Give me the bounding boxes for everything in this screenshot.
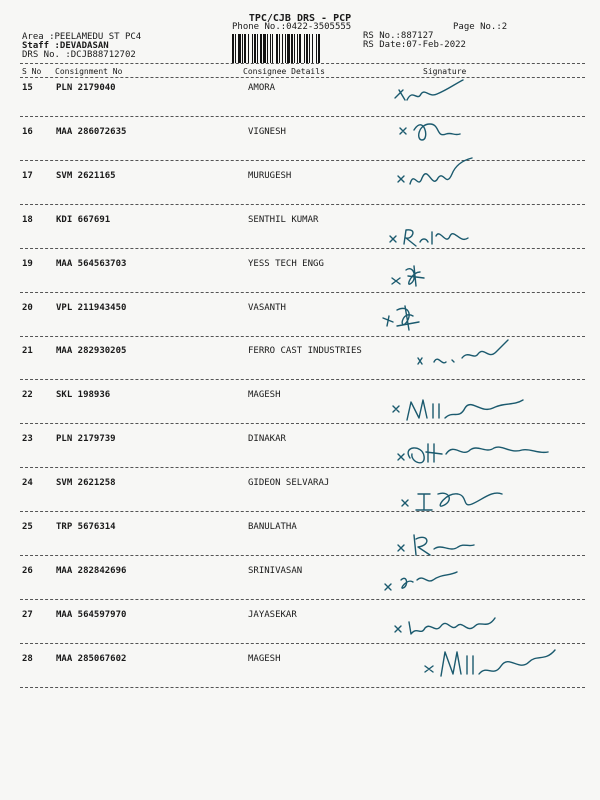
signature-drawing xyxy=(418,346,578,390)
row-sno: 17 xyxy=(22,171,33,181)
row-consignment-no: MAA 286072635 xyxy=(56,127,127,137)
rs-number: RS No.:887127 xyxy=(363,31,434,41)
row-sno: 23 xyxy=(22,434,33,444)
signature-drawing xyxy=(385,570,545,614)
header-divider-top xyxy=(20,63,585,64)
signature-drawing xyxy=(398,170,558,214)
barcode-bar xyxy=(320,34,322,63)
row-sno: 18 xyxy=(22,215,33,225)
area-label: Area :PEELAMEDU ST PC4 xyxy=(22,32,142,42)
row-consignment-no: TRP 5676314 xyxy=(56,522,116,532)
row-sno: 25 xyxy=(22,522,33,532)
row-consignee: MAGESH xyxy=(248,654,281,664)
row-sno: 21 xyxy=(22,346,33,356)
row-sno: 27 xyxy=(22,610,33,620)
col-signature: Signature xyxy=(423,67,467,76)
row-consignment-no: MAA 564597970 xyxy=(56,610,127,620)
signature-drawing xyxy=(392,266,552,310)
row-sno: 22 xyxy=(22,390,33,400)
row-consignment-no: SVM 2621258 xyxy=(56,478,116,488)
row-consignee: JAYASEKAR xyxy=(248,610,297,620)
row-consignee: GIDEON SELVARAJ xyxy=(248,478,330,488)
row-consignment-no: MAA 285067602 xyxy=(56,654,127,664)
row-consignee: SRINIVASAN xyxy=(248,566,303,576)
signature-drawing xyxy=(400,120,560,164)
row-consignee: DINAKAR xyxy=(248,434,286,444)
barcode xyxy=(232,34,356,63)
row-consignment-no: MAA 564563703 xyxy=(56,259,127,269)
rs-date: RS Date:07-Feb-2022 xyxy=(363,40,466,50)
row-consignee: VASANTH xyxy=(248,303,286,313)
row-sno: 26 xyxy=(22,566,33,576)
phone-number: Phone No.:0422-3505555 xyxy=(232,22,352,32)
row-consignee: VIGNESH xyxy=(248,127,286,137)
row-consignee: SENTHIL KUMAR xyxy=(248,215,319,225)
row-sno: 20 xyxy=(22,303,33,313)
signature-drawing xyxy=(393,400,553,444)
row-consignment-no: KDI 667691 xyxy=(56,215,111,225)
row-consignment-no: MAA 282842696 xyxy=(56,566,127,576)
row-sno: 16 xyxy=(22,127,33,137)
signature-drawing xyxy=(425,652,585,696)
row-sno: 15 xyxy=(22,83,33,93)
row-consignee: AMORA xyxy=(248,83,276,93)
row-consignee: MURUGESH xyxy=(248,171,292,181)
header-divider-bottom xyxy=(20,77,585,78)
row-consignment-no: SKL 198936 xyxy=(56,390,111,400)
row-consignment-no: SVM 2621165 xyxy=(56,171,116,181)
row-consignment-no: PLN 2179739 xyxy=(56,434,116,444)
row-consignee: FERRO CAST INDUSTRIES xyxy=(248,346,362,356)
drs-number: DRS No. :DCJB88712702 xyxy=(22,50,136,60)
row-consignment-no: MAA 282930205 xyxy=(56,346,127,356)
signature-drawing xyxy=(398,440,558,484)
row-sno: 28 xyxy=(22,654,33,664)
row-consignee: MAGESH xyxy=(248,390,281,400)
signature-drawing xyxy=(383,306,543,350)
row-consignee: YESS TECH ENGG xyxy=(248,259,324,269)
col-consignment: Consignment No xyxy=(55,67,123,76)
row-sno: 19 xyxy=(22,259,33,269)
page-number: Page No.:2 xyxy=(453,22,508,32)
row-consignment-no: PLN 2179040 xyxy=(56,83,116,93)
row-consignee: BANULATHA xyxy=(248,522,297,532)
row-consignment-no: VPL 211943450 xyxy=(56,303,127,313)
row-sno: 24 xyxy=(22,478,33,488)
col-consignee: Consignee Details xyxy=(243,67,325,76)
document-title: TPC/CJB DRS - PCP xyxy=(248,13,352,24)
col-sno: S No xyxy=(22,67,42,76)
staff-label: Staff :DEVADASAN xyxy=(22,41,109,51)
signature-drawing xyxy=(402,490,562,534)
